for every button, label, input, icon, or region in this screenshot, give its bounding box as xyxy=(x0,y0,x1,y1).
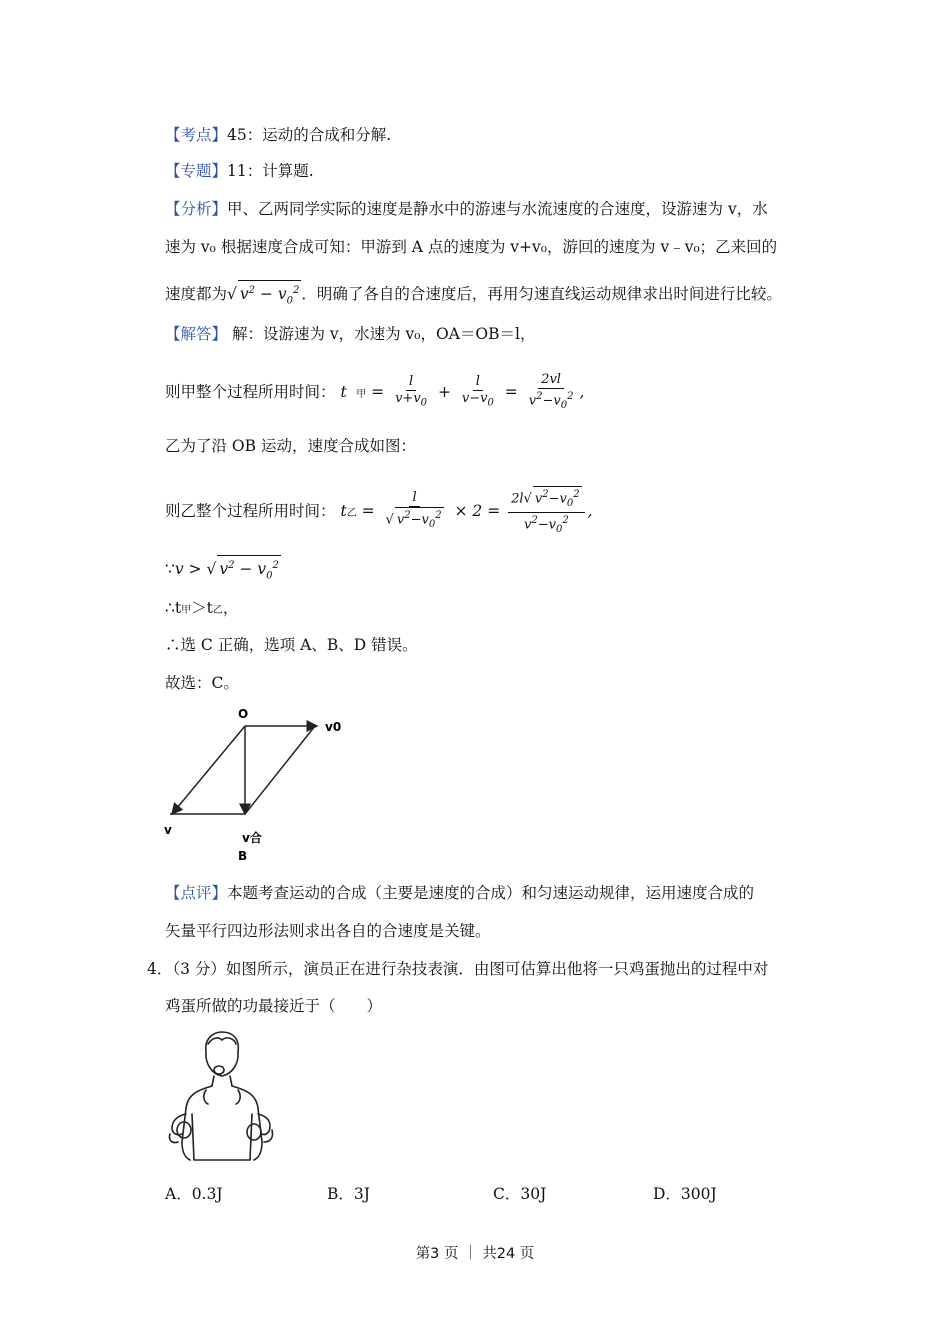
therefore-line-2: ∴选 C 正确，选项 A、B、D 错误。 xyxy=(165,636,418,654)
option-c: C．30J xyxy=(493,1185,547,1203)
dianping-tag: 【点评】 xyxy=(165,884,228,902)
fenxi-line-3 xyxy=(165,280,782,311)
therefore-end: ， xyxy=(222,599,239,617)
label-o: O xyxy=(238,707,249,721)
jieda-text: 解：设游速为 v，水速为 v₀，OA＝OB＝l， xyxy=(227,325,536,343)
v-arrow xyxy=(172,726,245,814)
label-vhe: v合 xyxy=(242,831,262,845)
label-b: B xyxy=(238,849,248,863)
kaodian-tag: 【考点】 xyxy=(165,126,228,144)
subscript-jia: 甲 xyxy=(181,605,192,616)
dianping-line-1 xyxy=(165,883,754,903)
yi-text-line: 乙为了沿 OB 运动，速度合成如图： xyxy=(165,437,416,455)
because-line xyxy=(165,555,281,586)
jia-time-formula: t 甲 = $\frac{l}{v+v_0}$ + $\frac{l}{v-v_0}$ = $\frac{2vl}{v^2-v_0^2}$ , xyxy=(340,372,585,411)
juggler-illustration xyxy=(162,1030,282,1166)
yi-time-line xyxy=(165,486,593,538)
choice-line: 故选：C。 xyxy=(165,674,239,692)
fenxi-text-1: 甲、乙两同学实际的速度是静水中的游速与水流速度的合速度，设游速为 v，水 xyxy=(227,200,768,218)
zhuanti-line xyxy=(165,161,314,181)
fenxi-text-3-pre: 速度都为 xyxy=(165,285,228,304)
therefore-gt: ＞t xyxy=(191,599,213,617)
velocity-diagram xyxy=(160,702,360,867)
dianping-line-2: 矢量平行四边形法则求出各自的合速度是关键。 xyxy=(165,922,491,940)
jia-time-line xyxy=(165,372,584,414)
yi-time-formula: t乙 = $\frac{l}{√ v^2-v_0^2}$ × 2 = $\frac{2l√ v^2-v_0^2}{v^2-v_0^2}$ , xyxy=(340,502,592,520)
because-symbol: ∵ xyxy=(165,560,175,579)
because-formula: v > √ $v^2 - v_0^2$ xyxy=(175,560,281,578)
therefore-t: ∴t xyxy=(165,599,182,617)
jia-time-label: 则甲整个过程所用时间： xyxy=(165,382,336,401)
option-a: A．0.3J xyxy=(165,1185,223,1203)
sqrt-expression: √ $v^2 - v_0^2$ xyxy=(227,285,301,303)
therefore-line-1 xyxy=(165,598,238,621)
fenxi-line-2: 速为 v₀ 根据速度合成可知：甲游到 A 点的速度为 v+v₀，游回的速度为 v﹣v₀；乙来回的 xyxy=(165,238,778,256)
fenxi-line-1 xyxy=(165,199,768,219)
question4-line-1: 4．（3 分）如图所示，演员正在进行杂技表演．由图可估算出他将一只鸡蛋抛出的过程中对 xyxy=(147,960,769,978)
option-d: D．300J xyxy=(653,1185,717,1203)
kaodian-line xyxy=(165,125,391,145)
fenxi-tag: 【分析】 xyxy=(165,200,228,218)
parallelogram-right xyxy=(245,726,315,814)
jieda-line xyxy=(165,324,535,344)
question4-line-2: 鸡蛋所做的功最接近于（ ） xyxy=(165,997,383,1015)
zhuanti-text: 11：计算题. xyxy=(227,162,314,180)
zhuanti-tag: 【专题】 xyxy=(165,162,228,180)
option-b: B．3J xyxy=(327,1185,370,1203)
yi-time-label: 则乙整个过程所用时间： xyxy=(165,501,336,520)
kaodian-text: 45：运动的合成和分解. xyxy=(227,126,392,144)
jieda-tag: 【解答】 xyxy=(165,325,228,343)
page-footer: 第3 页 ｜ 共24 页 xyxy=(415,1246,535,1262)
subscript-yi: 乙 xyxy=(212,605,223,616)
label-v0: v0 xyxy=(325,720,342,734)
dianping-text-1: 本题考查运动的合成（主要是速度的合成）和匀速运动规律，运用速度合成的 xyxy=(227,884,755,902)
label-v: v xyxy=(164,823,172,837)
fenxi-text-3-post: ．明确了各自的合速度后，再用匀速直线运动规律求出时间进行比较。 xyxy=(301,285,782,304)
